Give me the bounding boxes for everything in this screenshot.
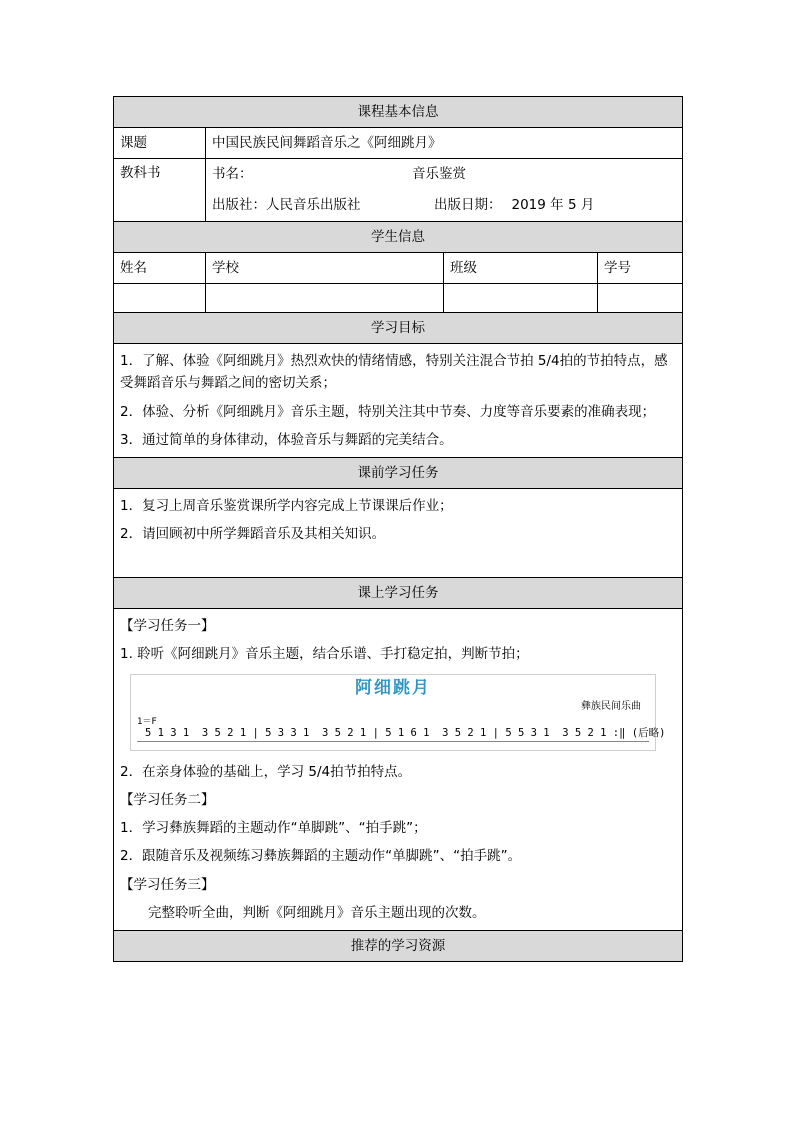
music-score-image [130, 674, 666, 751]
task2-item2: 2．跟随音乐及视频练习彝族舞蹈的主题动作“单脚跳”、“拍手跳”。 [120, 848, 522, 865]
objective-item: 2．体验、分析《阿细跳月》音乐主题，特别关注其中节奏、力度等音乐要素的准确表现； [120, 403, 656, 420]
objectives-content [114, 344, 683, 458]
section-resources: 推荐的学习资源 [114, 931, 683, 962]
task1-title: 【学习任务一】 [120, 618, 215, 635]
task2-item1: 1．学习彝族舞蹈的主题动作“单脚跳”、“拍手跳”； [120, 820, 427, 837]
pre-task-item: 1．复习上周音乐鉴赏课所学内容完成上节课课后作业； [120, 498, 453, 515]
score-title: 阿细跳月 [355, 677, 431, 698]
section-pre-tasks: 课前学习任务 [114, 458, 683, 489]
section-objectives: 学习目标 [114, 313, 683, 344]
task3-title: 【学习任务三】 [120, 876, 215, 893]
objective-item: 1．了解、体验《阿细跳月》热烈欢快的情绪情感，特别关注混合节拍 5/4拍的节拍特点，感受舞蹈音乐与舞蹈之间的密切关系； [120, 353, 668, 392]
school-field[interactable] [206, 284, 444, 313]
topic-value: 中国民族民间舞蹈音乐之《阿细跳月》 [206, 128, 683, 159]
name-field[interactable] [114, 284, 206, 313]
pre-tasks-content [114, 489, 683, 578]
school-label: 学校 [206, 253, 444, 284]
pre-task-item: 2．请回顾初中所学舞蹈音乐及其相关知识。 [120, 526, 386, 543]
book-name-value: 音乐鉴赏 [412, 166, 466, 183]
section-class-tasks: 课上学习任务 [114, 578, 683, 609]
pub-date-value: 2019 年 5 月 [511, 197, 595, 214]
name-label: 姓名 [114, 253, 206, 284]
book-name-line [212, 159, 676, 190]
pub-date-label: 出版日期： [434, 197, 502, 214]
topic-label: 课题 [114, 128, 206, 159]
task3-item1: 完整聆听全曲，判断《阿细跳月》音乐主题出现的次数。 [148, 904, 486, 921]
class-field[interactable] [444, 284, 598, 313]
score-key: 1＝F [137, 716, 157, 727]
student-id-field[interactable] [598, 284, 683, 313]
class-label: 班级 [444, 253, 598, 284]
class-tasks-content [114, 609, 683, 931]
textbook-label: 教科书 [114, 159, 206, 222]
section-basic-info: 课程基本信息 [114, 97, 683, 128]
book-name-label: 书名： [212, 166, 253, 183]
score-baseline [137, 741, 649, 742]
task2-title: 【学习任务二】 [120, 791, 215, 808]
task1-item1: 1. 聆听《阿细跳月》音乐主题，结合乐谱、手打稳定拍，判断节拍； [120, 646, 529, 663]
score-notes: 5 1 3 1 3 5 2 1 | 5 3 3 1 3 5 2 1 | 5 1 6 1 3 5 2 1 | 5 5 3 1 3 5 2 1 :‖ (后略) [145, 726, 666, 739]
objective-item: 3．通过简单的身体律动，体验音乐与舞蹈的完美结合。 [120, 431, 453, 448]
section-student-info: 学生信息 [114, 222, 683, 253]
textbook-details [206, 159, 683, 222]
score-subtitle: 彝族民间乐曲 [581, 700, 641, 712]
publisher-line [212, 190, 676, 221]
lesson-plan-table [113, 96, 683, 962]
task1-item2: 2．在亲身体验的基础上，学习 5/4拍节拍特点。 [120, 763, 412, 780]
publisher: 出版社：人民音乐出版社 [212, 197, 361, 214]
student-id-label: 学号 [598, 253, 683, 284]
